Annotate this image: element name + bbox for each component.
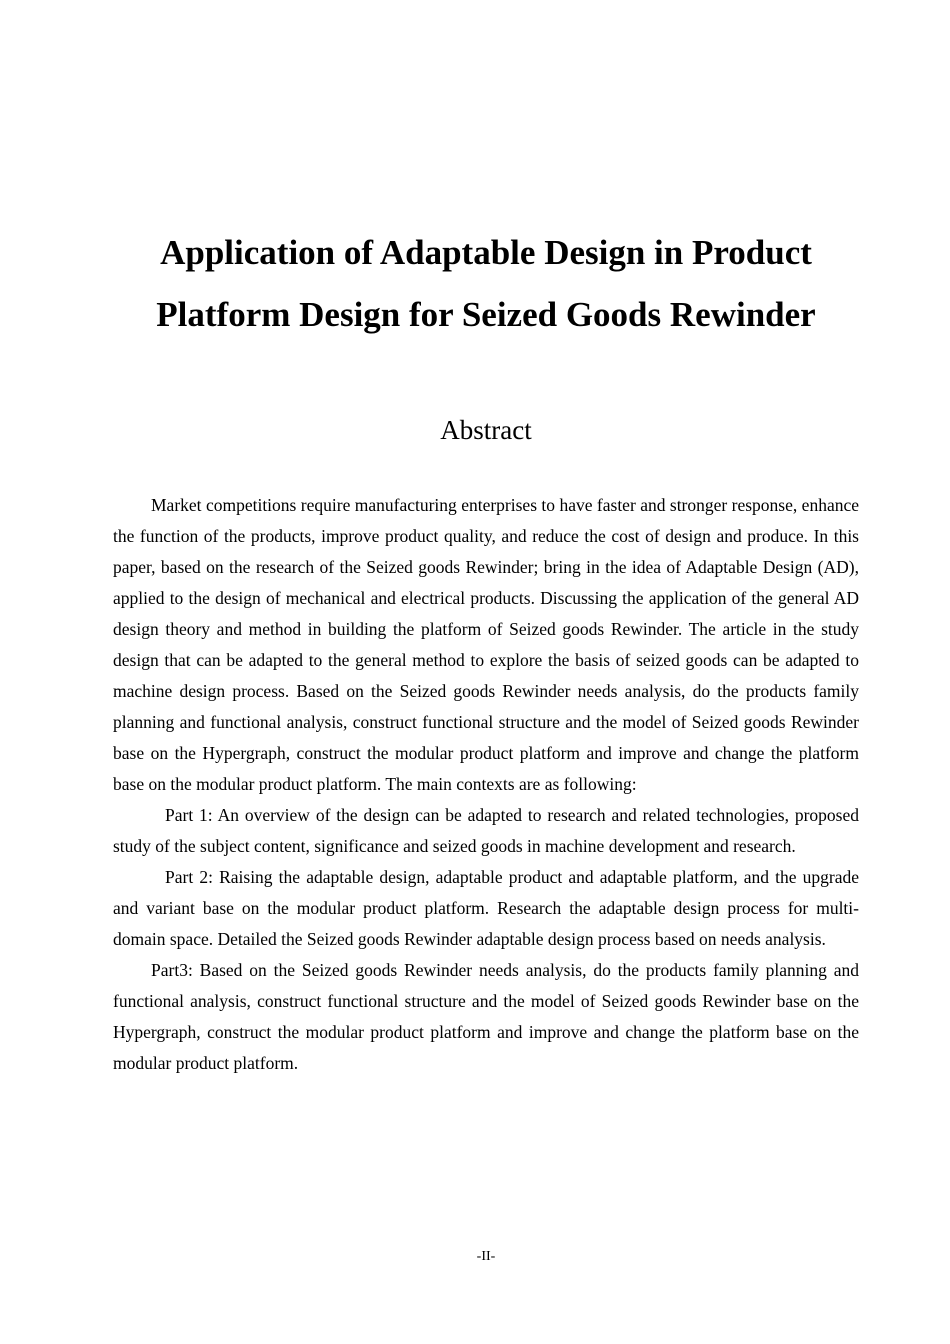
abstract-paragraph-main: Market competitions require manufacturing enterprises to have faster and stronger response, enhance the function of the products, improve product quality, and reduce the cost of design and produce. In this paper, based on the research of the Seized goods Rewinder; bring in the idea of Adaptable Design (AD), applied to the design of mechanical and electrical products. Discussing the application of the general AD design theory and method in building the platform of Seized goods Rewinder. The article in the study design that can be adapted to the general method to explore the basis of seized goods can be adapted to machine design process. Based on the Seized goods Rewinder needs analysis, do the products family planning and functional analysis, construct functional structure and the model of Seized goods Rewinder base on the Hypergraph, construct the modular product platform and improve and change the platform base on the modular product platform. The main contexts are as following:	[113, 495, 859, 794]
abstract-heading: Abstract	[440, 415, 532, 445]
abstract-paragraph-part3: Part3: Based on the Seized goods Rewinder needs analysis, do the products family planning and functional analysis, construct functional structure and the model of Seized goods Rewinder base on the Hypergraph, construct the modular product platform and improve and change the platform base on the modular product platform.	[113, 960, 859, 1073]
paper-title	[100, 222, 872, 346]
abstract-paragraph-part1: Part 1: An overview of the design can be adapted to research and related technologies, proposed study of the subject content, significance and seized goods in machine development and research.	[113, 805, 859, 856]
paper-title-line-1: Application of Adaptable Design in Product	[160, 233, 812, 272]
abstract-body	[113, 490, 859, 1079]
page-number: -II-	[476, 1249, 496, 1264]
abstract-paragraph-part2: Part 2: Raising the adaptable design, adaptable product and adaptable platform, and the upgrade and variant base on the modular product platform. Research the adaptable design process for multi-domain space. Detailed the Seized goods Rewinder adaptable design process based on needs analysis.	[113, 867, 859, 949]
paper-title-line-2: Platform Design for Seized Goods Rewinder	[156, 295, 816, 334]
